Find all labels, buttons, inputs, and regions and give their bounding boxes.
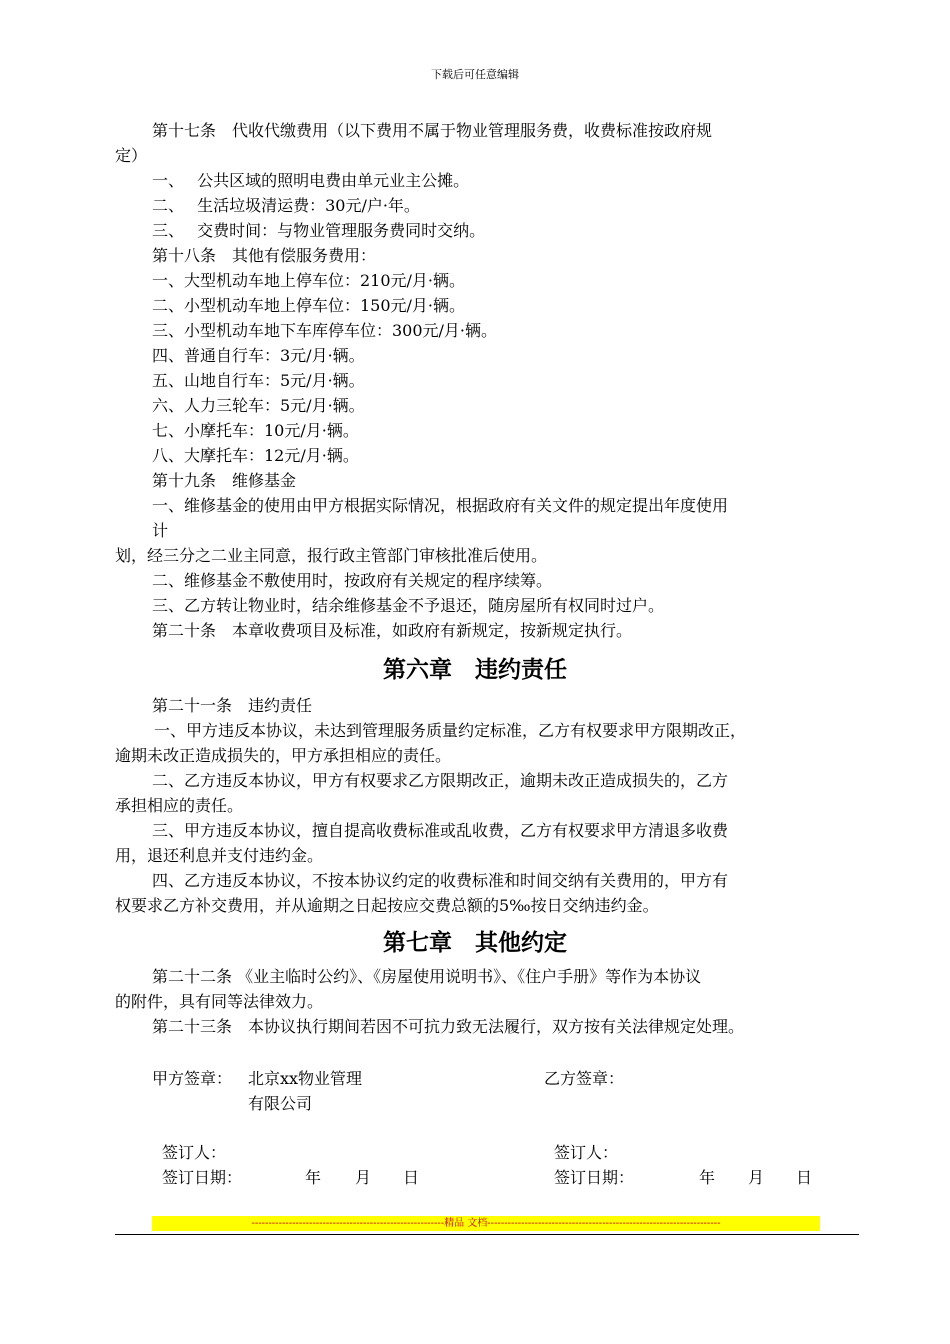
article-20: 第二十条 本章收费项目及标准，如政府有新规定，按新规定执行。 bbox=[152, 621, 633, 640]
article-21-item-2-cont: 承担相应的责任。 bbox=[115, 796, 244, 815]
article-21-item-2: 二、乙方违反本协议，甲方有权要求乙方限期改正，逾期未改正造成损失的，乙方 bbox=[152, 771, 729, 790]
article-19-title: 第十九条 维修基金 bbox=[152, 471, 297, 490]
article-18-item-5: 五、山地自行车：5元/月·辆。 bbox=[152, 371, 365, 390]
article-19-item-1: 一、维修基金的使用由甲方根据实际情况，根据政府有关文件的规定提出年度使用 bbox=[152, 496, 729, 515]
footer-divider bbox=[115, 1234, 859, 1235]
section-other bbox=[115, 964, 871, 1039]
article-21-item-4-cont: 权要求乙方补交费用，并从逾期之日起按应交费总额的5‰按日交纳违约金。 bbox=[115, 896, 659, 915]
party-a-date-label: 签订日期： bbox=[162, 1168, 243, 1187]
section-fees bbox=[115, 118, 871, 643]
article-21-item-1-cont: 逾期未改正造成损失的，甲方承担相应的责任。 bbox=[115, 746, 452, 765]
chapter-6-heading: 第六章 违约责任 bbox=[383, 656, 567, 683]
article-17-item-3: 三、 交费时间：与物业管理服务费同时交纳。 bbox=[152, 221, 486, 240]
article-21-title: 第二十一条 违约责任 bbox=[152, 696, 313, 715]
article-18-item-3: 三、小型机动车地下车库停车位：300元/月·辆。 bbox=[152, 321, 498, 340]
article-19-item-1-cont: 计 bbox=[152, 521, 169, 540]
party-a-name-line-2: 有限公司 bbox=[248, 1094, 313, 1113]
article-17-item-2: 二、 生活垃圾清运费：30元/户·年。 bbox=[152, 196, 420, 215]
article-18-item-7: 七、小摩托车：10元/月·辆。 bbox=[152, 421, 359, 440]
party-b-date-day: 日 bbox=[796, 1168, 813, 1187]
party-a-date-day: 日 bbox=[403, 1168, 420, 1187]
party-a-date-year: 年 bbox=[305, 1168, 322, 1187]
article-22: 第二十二条 《业主临时公约》、《房屋使用说明书》、《住户手册》等作为本协议 bbox=[152, 967, 702, 986]
chapter-7-heading: 第七章 其他约定 bbox=[383, 929, 567, 956]
article-18-item-8: 八、大摩托车：12元/月·辆。 bbox=[152, 446, 359, 465]
article-18-title: 第十八条 其他有偿服务费用： bbox=[152, 246, 377, 265]
party-a-seal-label: 甲方签章： bbox=[152, 1069, 233, 1088]
party-b-seal-label: 乙方签章： bbox=[544, 1069, 625, 1088]
party-b-signer-label: 签订人： bbox=[554, 1143, 619, 1162]
article-23: 第二十三条 本协议执行期间若因不可抗力致无法履行，双方按有关法律规定处理。 bbox=[152, 1017, 745, 1036]
article-17-title-cont: 定） bbox=[115, 146, 148, 165]
page-header: 下载后可任意编辑 bbox=[431, 68, 519, 81]
article-17-item-1: 一、 公共区域的照明电费由单元业主公摊。 bbox=[152, 171, 470, 190]
article-18-item-4: 四、普通自行车：3元/月·辆。 bbox=[152, 346, 365, 365]
party-a-signer-label: 签订人： bbox=[162, 1143, 227, 1162]
article-21-item-3-cont: 用，退还利息并支付违约金。 bbox=[115, 846, 324, 865]
footer-banner: ---------------------------------------------------------精品 文档--------------------------------------------------------------------- bbox=[152, 1216, 820, 1231]
party-a-date-month: 月 bbox=[355, 1168, 372, 1187]
article-21-item-1: 一、甲方违反本协议，未达到管理服务质量约定标准，乙方有权要求甲方限期改正， bbox=[154, 721, 747, 740]
article-22-cont: 的附件，具有同等法律效力。 bbox=[115, 992, 324, 1011]
section-liability bbox=[115, 693, 871, 918]
article-18-item-2: 二、小型机动车地上停车位：150元/月·辆。 bbox=[152, 296, 466, 315]
article-19-item-1-cont2: 划，经三分之二业主同意，报行政主管部门审核批准后使用。 bbox=[115, 546, 548, 565]
party-b-date-label: 签订日期： bbox=[554, 1168, 635, 1187]
article-21-item-3: 三、甲方违反本协议，擅自提高收费标准或乱收费，乙方有权要求甲方清退多收费 bbox=[152, 821, 729, 840]
article-19-item-2: 二、维修基金不敷使用时，按政府有关规定的程序续筹。 bbox=[152, 571, 553, 590]
article-18-item-6: 六、人力三轮车：5元/月·辆。 bbox=[152, 396, 365, 415]
party-b-date-month: 月 bbox=[748, 1168, 765, 1187]
party-a-name-line-1: 北京xx物业管理 bbox=[248, 1069, 363, 1088]
article-18-item-1: 一、大型机动车地上停车位：210元/月·辆。 bbox=[152, 271, 466, 290]
article-21-item-4: 四、乙方违反本协议，不按本协议约定的收费标准和时间交纳有关费用的，甲方有 bbox=[152, 871, 729, 890]
article-17-title: 第十七条 代收代缴费用（以下费用不属于物业管理服务费，收费标准按政府规 bbox=[152, 121, 713, 140]
party-b-date-year: 年 bbox=[699, 1168, 716, 1187]
article-19-item-3: 三、乙方转让物业时，结余维修基金不予退还，随房屋所有权同时过户。 bbox=[152, 596, 665, 615]
